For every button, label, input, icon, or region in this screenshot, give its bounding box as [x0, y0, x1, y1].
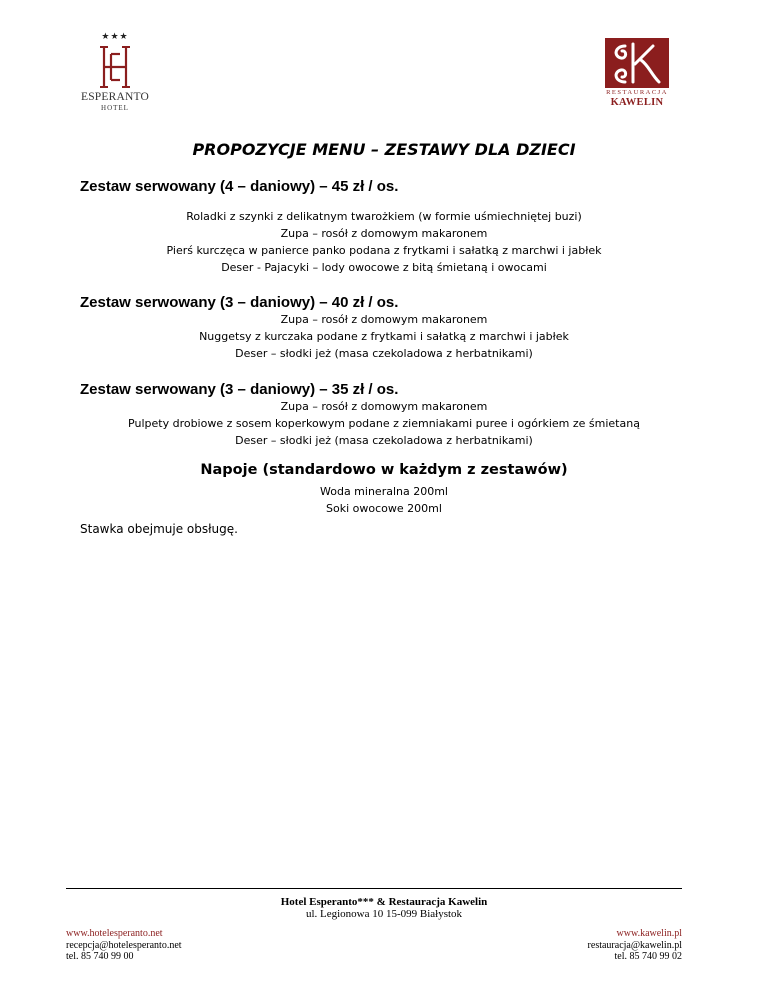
restaurant-kawelin-logo — [604, 38, 670, 108]
set-3-items — [0, 398, 768, 449]
restaurant-website-link[interactable]: www.kawelin.pl — [616, 928, 682, 939]
set-1-item: Roladki z szynki z delikatnym twarożkiem (w formie uśmiechniętej buzi) — [186, 210, 582, 223]
set-3-item: Deser – słodki jeż (masa czekoladowa z herbatnikami) — [235, 434, 533, 447]
set-1-heading: Zestaw serwowany (4 – daniowy) – 45 zł / os. — [80, 178, 399, 195]
drink-item: Soki owocowe 200ml — [326, 502, 442, 515]
drink-item: Woda mineralna 200ml — [320, 485, 448, 498]
set-2-item: Nuggetsy z kurczaka podane z frytkami i sałatką z marchwi i jabłek — [199, 330, 569, 343]
set-1-items — [0, 208, 768, 276]
hotel-logo-name: ESPERANTO — [80, 91, 150, 103]
restaurant-k-monogram-icon — [605, 38, 669, 88]
footer-restaurant-contact — [588, 928, 682, 963]
hotel-monogram-icon — [98, 44, 132, 90]
set-2-heading: Zestaw serwowany (3 – daniowy) – 40 zł / os. — [80, 294, 399, 311]
set-3-heading: Zestaw serwowany (3 – daniowy) – 35 zł / os. — [80, 381, 399, 398]
footer-address: ul. Legionowa 10 15-099 Białystok — [305, 908, 463, 920]
hotel-website-link[interactable]: www.hotelesperanto.net — [66, 928, 163, 939]
hotel-email-link[interactable]: recepcja@hotelesperanto.net — [66, 939, 182, 951]
drinks-items — [0, 483, 768, 517]
footer-divider — [66, 888, 682, 889]
footer-center — [0, 896, 768, 920]
page-title: PROPOZYCJE MENU – ZESTAWY DLA DZIECI — [192, 140, 576, 159]
set-2-items — [0, 311, 768, 362]
drinks-heading: Napoje (standardowo w każdym z zestawów) — [200, 462, 568, 478]
hotel-logo-subtitle: HOTEL — [101, 104, 129, 112]
restaurant-phone: tel. 85 740 99 02 — [614, 951, 682, 962]
hotel-esperanto-logo — [70, 32, 160, 116]
restaurant-logo-name: KAWELIN — [610, 97, 664, 108]
service-note: Stawka obejmuje obsługę. — [80, 522, 238, 536]
set-2-item: Deser – słodki jeż (masa czekoladowa z herbatnikami) — [235, 347, 533, 360]
restaurant-logo-caption: RESTAURACJA — [606, 89, 668, 96]
hotel-phone: tel. 85 740 99 00 — [66, 951, 134, 962]
hotel-stars: ★★★ — [101, 32, 129, 42]
footer-hotel-contact — [66, 928, 182, 963]
footer-title: Hotel Esperanto*** & Restauracja Kawelin — [280, 896, 488, 908]
set-3-item: Pulpety drobiowe z sosem koperkowym podane z ziemniakami puree i ogórkiem ze śmietaną — [128, 417, 640, 430]
set-1-item: Zupa – rosół z domowym makaronem — [280, 227, 488, 240]
restaurant-email-link[interactable]: restauracja@kawelin.pl — [587, 939, 682, 951]
set-1-item: Deser - Pajacyki – lody owocowe z bitą śmietaną i owocami — [221, 261, 547, 274]
set-3-item: Zupa – rosół z domowym makaronem — [280, 400, 488, 413]
set-2-item: Zupa – rosół z domowym makaronem — [280, 313, 488, 326]
set-1-item: Pierś kurczęca w panierce panko podana z frytkami i sałatką z marchwi i jabłek — [166, 244, 602, 257]
